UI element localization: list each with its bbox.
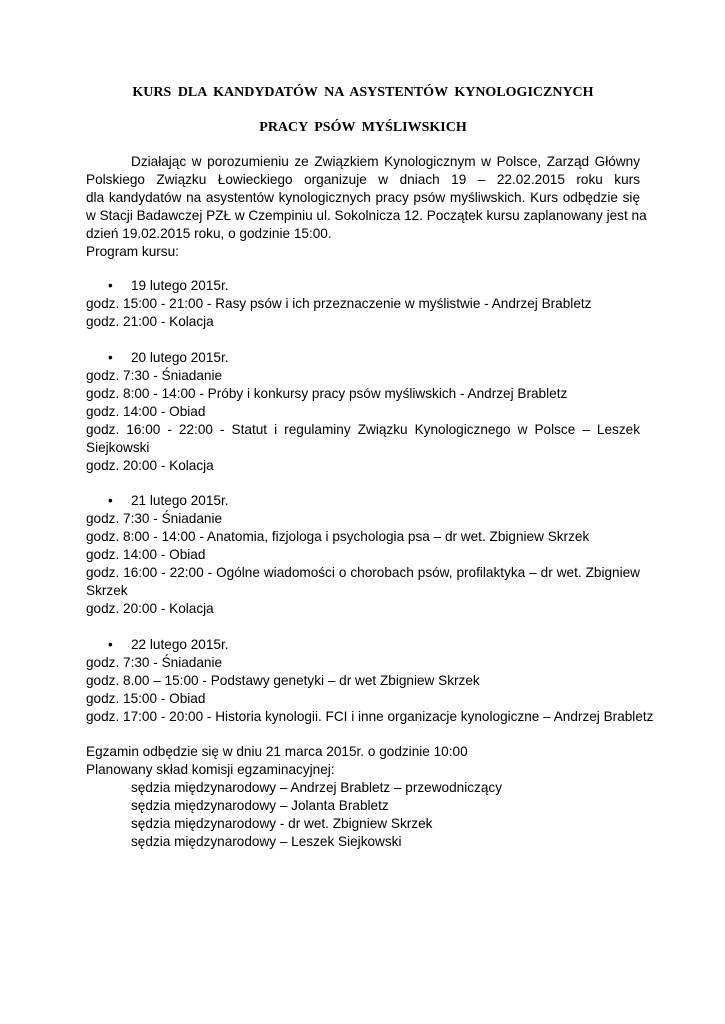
schedule-line: godz. 20:00 - Kolacja — [86, 601, 214, 616]
intro-line: Polskiego Związku Łowieckiego organizuje w dniach 19 – 22.02.2015 roku kurs — [86, 172, 640, 187]
committee-member: sędzia międzynarodowy – Jolanta Brabletz — [131, 798, 389, 813]
schedule-line: Siejkowski — [86, 440, 150, 455]
bullet-icon: • — [108, 493, 113, 508]
intro-line: dla kandydatów na asystentów kynologicznych pracy psów myśliwskich. Kurs odbędzie się — [86, 190, 640, 205]
intro-line: dzień 19.02.2015 roku, o godzinie 15:00. — [86, 226, 332, 241]
document-title-line-2: PRACY PSÓW MYŚLIWSKICH — [259, 120, 467, 135]
schedule-line: godz. 14:00 - Obiad — [86, 547, 206, 562]
schedule-line: godz. 16:00 - 22:00 - Ogólne wiadomości o chorobach psów, profilaktyka – dr wet. Zbigniew — [86, 565, 640, 580]
schedule-line: godz. 14:00 - Obiad — [86, 404, 206, 419]
day-date: 21 lutego 2015r. — [131, 493, 229, 508]
schedule-line: godz. 20:00 - Kolacja — [86, 458, 214, 473]
document-title-line-1: KURS DLA KANDYDATÓW NA ASYSTENTÓW KYNOLOGICZNYCH — [132, 85, 594, 100]
program-label: Program kursu: — [86, 244, 179, 259]
schedule-line: godz. 8:00 - 14:00 - Anatomia, fizjologa i psychologia psa – dr wet. Zbigniew Skrzek — [86, 529, 590, 544]
schedule-line: godz. 16:00 - 22:00 - Statut i regulaminy Związku Kynologicznego w Polsce – Leszek — [86, 422, 640, 437]
committee-label: Planowany skład komisji egzaminacyjnej: — [86, 762, 335, 777]
schedule-line: godz. 17:00 - 20:00 - Historia kynologii. FCI i inne organizacje kynologiczne – Andrzej Brabletz — [86, 709, 654, 724]
committee-member: sędzia międzynarodowy - dr wet. Zbigniew Skrzek — [131, 816, 433, 831]
bullet-icon: • — [108, 637, 113, 652]
schedule-line: Skrzek — [86, 583, 128, 598]
schedule-line: godz. 15:00 - Obiad — [86, 691, 206, 706]
day-date: 22 lutego 2015r. — [131, 637, 229, 652]
schedule-line: godz. 7:30 - Śniadanie — [86, 655, 223, 670]
day-date: 20 lutego 2015r. — [131, 350, 229, 365]
schedule-line: godz. 8.00 – 15:00 - Podstawy genetyki – dr wet Zbigniew Skrzek — [86, 673, 480, 688]
schedule-line: godz. 15:00 - 21:00 - Rasy psów i ich przeznaczenie w myślistwie - Andrzej Brabletz — [86, 296, 592, 311]
bullet-icon: • — [108, 278, 113, 293]
intro-line: Działając w porozumieniu ze Związkiem Kynologicznym w Polsce, Zarząd Główny — [131, 154, 640, 169]
exam-line: Egzamin odbędzie się w dniu 21 marca 2015r. o godzinie 10:00 — [86, 744, 468, 759]
schedule-line: godz. 21:00 - Kolacja — [86, 314, 214, 329]
bullet-icon: • — [108, 350, 113, 365]
schedule-line: godz. 7:30 - Śniadanie — [86, 368, 223, 383]
day-date: 19 lutego 2015r. — [131, 278, 229, 293]
committee-member: sędzia międzynarodowy – Andrzej Brabletz – przewodniczący — [131, 780, 502, 795]
schedule-line: godz. 8:00 - 14:00 - Próby i konkursy pracy psów myśliwskich - Andrzej Brabletz — [86, 386, 568, 401]
committee-member: sędzia międzynarodowy – Leszek Siejkowski — [131, 834, 402, 849]
intro-line: w Stacji Badawczej PZŁ w Czempiniu ul. Sokolnicza 12. Początek kursu zaplanowany jest na — [86, 208, 647, 223]
schedule-line: godz. 7:30 - Śniadanie — [86, 511, 223, 526]
